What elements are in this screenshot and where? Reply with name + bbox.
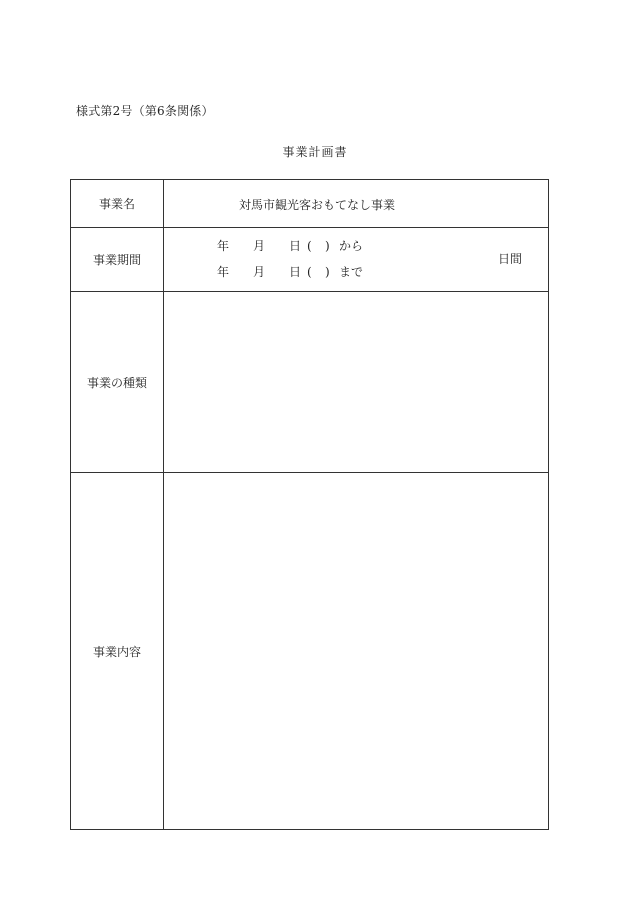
start-day-unit: 日	[289, 239, 302, 253]
project-period-row	[71, 227, 548, 291]
period-end-line	[217, 263, 363, 280]
project-period-cell[interactable]	[163, 228, 548, 291]
form-number: 様式第2号（第6条関係）	[76, 104, 214, 118]
start-month-unit: 月	[253, 239, 266, 253]
start-weekday-close: )	[325, 239, 330, 253]
end-weekday-close: )	[325, 265, 330, 279]
project-type-row	[71, 291, 548, 472]
project-type-cell[interactable]	[163, 292, 548, 472]
total-days-label: 日間	[497, 252, 522, 266]
plan-table	[70, 179, 549, 830]
start-weekday-open: (	[307, 239, 312, 253]
end-suffix: まで	[339, 265, 364, 279]
project-period-label: 事業期間	[71, 228, 164, 291]
project-name-row	[71, 180, 548, 227]
project-content-label: 事業内容	[71, 473, 164, 830]
start-suffix: から	[339, 239, 364, 253]
project-type-label: 事業の種類	[71, 292, 164, 472]
document-title: 事業計画書	[282, 145, 348, 159]
project-content-row	[71, 472, 548, 830]
end-weekday-open: (	[307, 265, 312, 279]
project-name-cell[interactable]	[163, 180, 548, 227]
start-year-unit: 年	[217, 239, 230, 253]
period-start-line	[217, 237, 363, 254]
end-year-unit: 年	[217, 265, 230, 279]
project-name-label: 事業名	[71, 180, 164, 227]
project-content-cell[interactable]	[163, 473, 548, 830]
project-name-value: 対馬市観光客おもてなし事業	[239, 198, 396, 212]
end-day-unit: 日	[289, 265, 302, 279]
end-month-unit: 月	[253, 265, 266, 279]
